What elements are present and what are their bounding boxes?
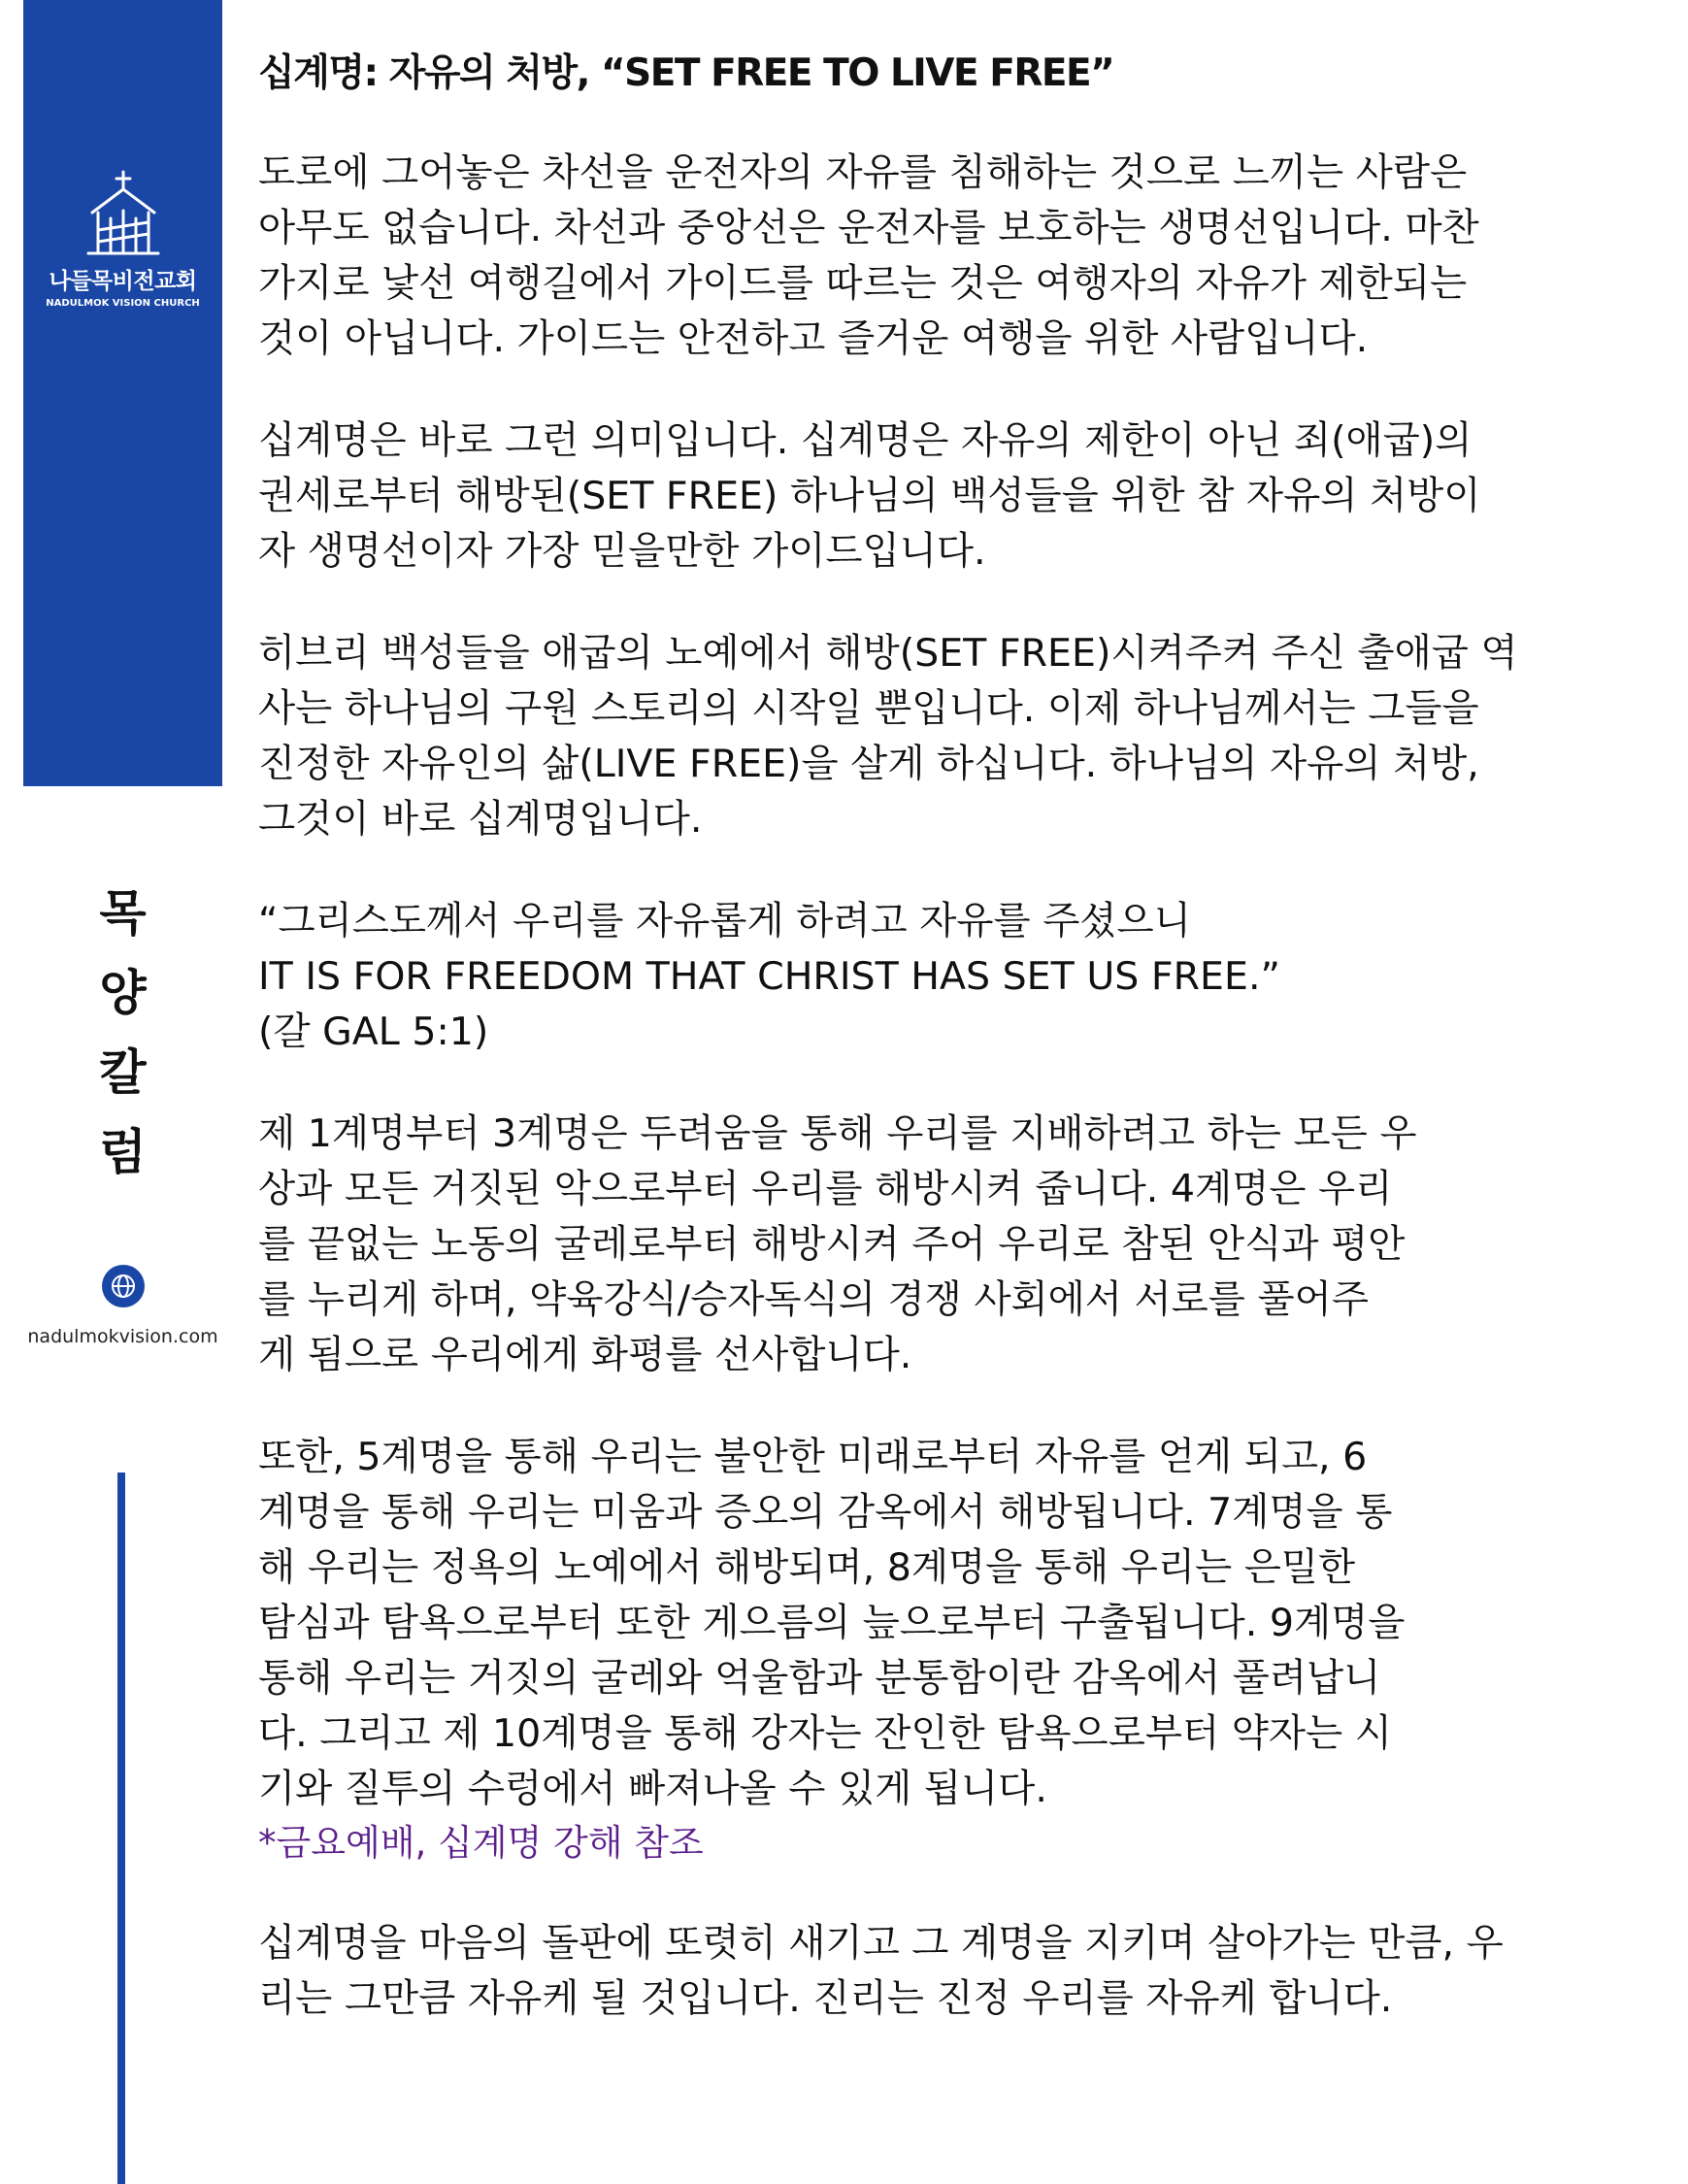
text-line: IT IS FOR FREEDOM THAT CHRIST HAS SET US FREE.” bbox=[258, 954, 1280, 999]
text-line: 십계명을 마음의 돌판에 또렷히 새기고 그 계명을 지키며 살아가는 만큼, 우 bbox=[258, 1921, 1504, 1966]
text-line: 를 끝없는 노동의 굴레로부터 해방시켜 주어 우리로 참된 안식과 평안 bbox=[258, 1222, 1406, 1267]
paragraph-commandments-1-4 bbox=[258, 1107, 1656, 1383]
paragraph-exodus bbox=[258, 626, 1656, 847]
text-line: 기와 질투의 수렁에서 빠져나올 수 있게 됩니다. bbox=[258, 1767, 1047, 1811]
text-line: 해 우리는 정욕의 노예에서 해방되며, 8계명을 통해 우리는 은밀한 bbox=[258, 1545, 1356, 1590]
globe-icon bbox=[102, 1265, 145, 1307]
logo-name-korean: 나들목비전교회 bbox=[49, 269, 197, 294]
article-body bbox=[258, 45, 1656, 2073]
text-line: 그것이 바로 십계명입니다. bbox=[258, 797, 703, 842]
text-line: (갈 GAL 5:1) bbox=[258, 1009, 489, 1054]
logo-name-english: NADULMOK VISION CHURCH bbox=[46, 298, 200, 309]
text-line: 리는 그만큼 자유케 될 것입니다. 진리는 진정 우리를 자유케 합니다. bbox=[258, 1976, 1393, 2021]
text-line: 통해 우리는 거짓의 굴레와 억울함과 분통함이란 감옥에서 풀려납니 bbox=[258, 1656, 1381, 1701]
text-line: 게 됨으로 우리에게 화평를 선사합니다. bbox=[258, 1333, 912, 1377]
website-link[interactable]: nadulmokvision.com bbox=[27, 1326, 218, 1347]
text-line: “그리스도께서 우리를 자유롭게 하려고 자유를 주셨으니 bbox=[258, 899, 1191, 943]
church-logo bbox=[23, 170, 222, 325]
text-line: 다. 그리고 제 10계명을 통해 강자는 잔인한 탐욕으로부터 약자는 시 bbox=[258, 1711, 1392, 1756]
text-line: 탐심과 탐욕으로부터 또한 게으름의 늪으로부터 구출됩니다. 9계명을 bbox=[258, 1601, 1406, 1645]
church-building-icon bbox=[84, 170, 162, 259]
text-line: 아무도 없습니다. 차선과 중앙선은 운전자를 보호하는 생명선입니다. 마찬 bbox=[258, 206, 1479, 250]
reference-note: *금요예배, 십계명 강해 참조 bbox=[258, 1822, 704, 1864]
text-line: 것이 아닙니다. 가이드는 안전하고 즐거운 여행을 위한 사람입니다. bbox=[258, 316, 1369, 361]
article-heading: 십계명: 자유의 처방, “SET FREE TO LIVE FREE” bbox=[258, 51, 1114, 95]
text-line: 상과 모든 거짓된 악으로부터 우리를 해방시켜 줍니다. 4계명은 우리 bbox=[258, 1167, 1393, 1211]
text-line: 를 누리게 하며, 약육강식/승자독식의 경쟁 사회에서 서로를 풀어주 bbox=[258, 1277, 1369, 1322]
paragraph-lane-lines bbox=[258, 146, 1656, 367]
column-title-char: 목 bbox=[99, 885, 147, 942]
text-line: 도로에 그어놓은 차선을 운전자의 자유를 침해하는 것으로 느끼는 사람은 bbox=[258, 150, 1468, 195]
column-title-char: 칼 bbox=[99, 1044, 147, 1101]
text-line: 가지로 낯선 여행길에서 가이드를 따르는 것은 여행자의 자유가 제한되는 bbox=[258, 261, 1468, 306]
paragraph-commandments-5-10 bbox=[258, 1430, 1656, 1870]
text-line: 제 1계명부터 3계명은 두려움을 통해 우리를 지배하려고 하는 모든 우 bbox=[258, 1111, 1417, 1156]
column-title-char: 럼 bbox=[99, 1124, 147, 1180]
text-line: 권세로부터 해방된(SET FREE) 하나님의 백성들을 위한 참 자유의 처방이 bbox=[258, 474, 1481, 518]
scripture-quote bbox=[258, 894, 1656, 1060]
paragraph-conclusion bbox=[258, 1916, 1656, 2027]
text-line: 십계명은 바로 그런 의미입니다. 십계명은 자유의 제한이 아닌 죄(애굽)의 bbox=[258, 418, 1473, 463]
text-line: 진정한 자유인의 삶(LIVE FREE)을 살게 하십니다. 하나님의 자유의 처방, bbox=[258, 742, 1479, 786]
text-line: 사는 하나님의 구원 스토리의 시작일 뿐입니다. 이제 하나님께서는 그들을 bbox=[258, 686, 1479, 731]
column-title-vertical bbox=[23, 874, 222, 1192]
column-title-char: 양 bbox=[99, 965, 147, 1021]
sidebar-blue-band bbox=[23, 0, 222, 786]
text-line: 계명을 통해 우리는 미움과 증오의 감옥에서 해방됩니다. 7계명을 통 bbox=[258, 1490, 1393, 1535]
text-line: 또한, 5계명을 통해 우리는 불안한 미래로부터 자유를 얻게 되고, 6 bbox=[258, 1435, 1368, 1479]
accent-divider-line bbox=[117, 1473, 125, 2184]
text-line: 히브리 백성들을 애굽의 노예에서 해방(SET FREE)시켜주켜 주신 출애굽 역 bbox=[258, 631, 1518, 676]
text-line: 자 생명선이자 가장 믿을만한 가이드입니다. bbox=[258, 529, 986, 574]
paragraph-meaning bbox=[258, 414, 1656, 579]
